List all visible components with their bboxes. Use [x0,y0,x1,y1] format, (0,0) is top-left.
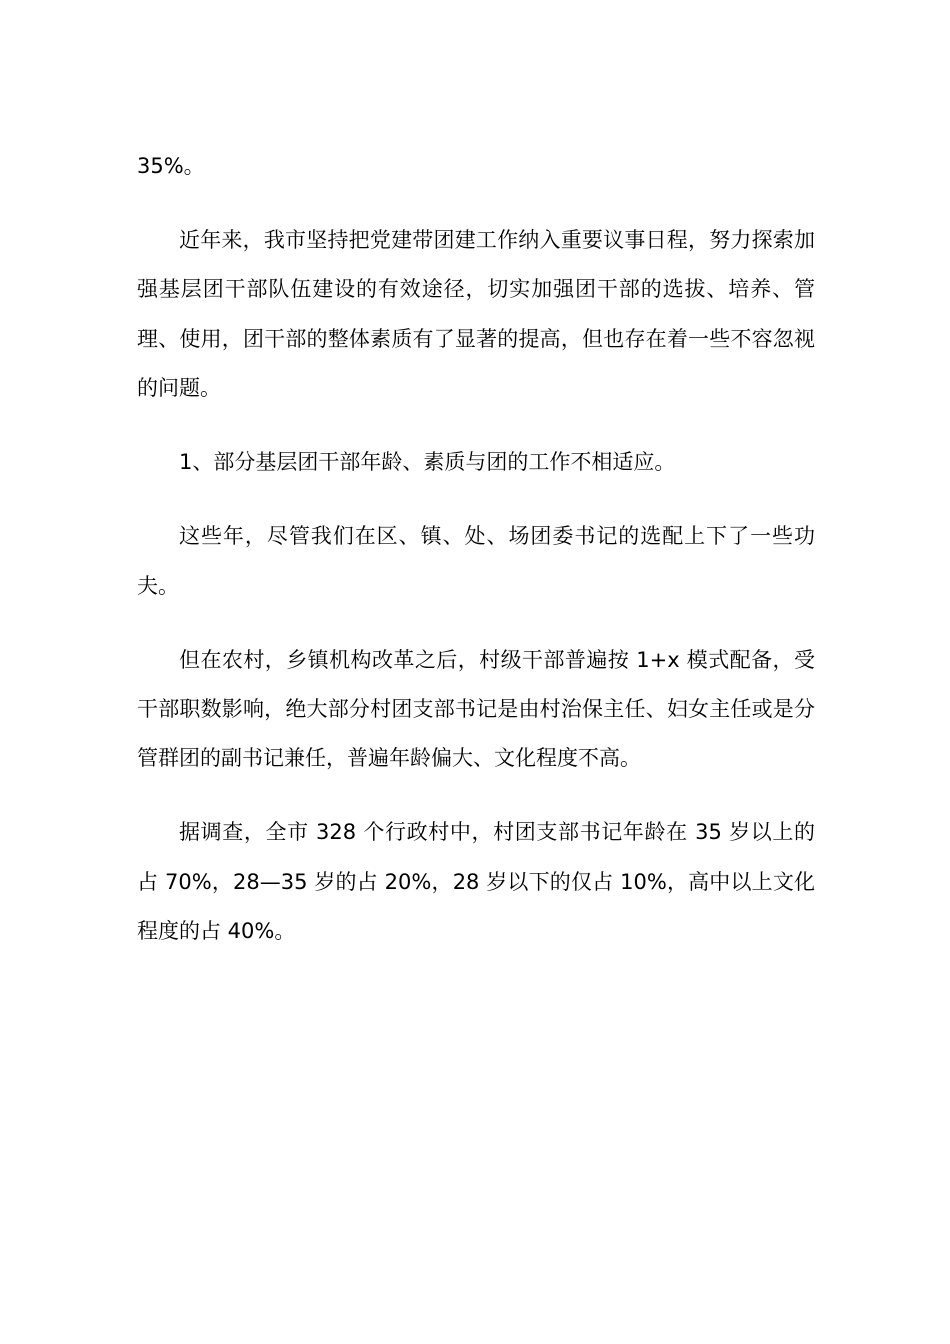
paragraph-survey: 据调查，全市 328 个行政村中，村团支部书记年龄在 35 岁以上的占 70%，28—35 岁的占 20%，28 岁以下的仅占 10%，高中以上文化程度的占 40%。 [137,820,815,944]
paragraph-rural: 但在农村，乡镇机构改革之后，村级干部普遍按 1+x 模式配备，受干部职数影响，绝大部分村团支部书记是由村治保主任、妇女主任或是分管群团的副书记兼任，普遍年龄偏大、文化程度不高。 [137,647,815,771]
paragraph-heading-1: 1、部分基层团干部年龄、素质与团的工作不相适应。 [179,450,676,475]
paragraph-intro: 近年来，我市坚持把党建带团建工作纳入重要议事日程，努力探索加强基层团干部队伍建设的有效途径，切实加强团干部的选拔、培养、管理、使用，团干部的整体素质有了显著的提高，但也存在着一些不容忽视的问题。 [137,228,815,401]
paragraph-continuation: 35%。 [137,154,205,178]
paragraph-township: 这些年，尽管我们在区、镇、处、场团委书记的选配上下了一些功夫。 [137,524,815,598]
document-body [137,142,815,981]
